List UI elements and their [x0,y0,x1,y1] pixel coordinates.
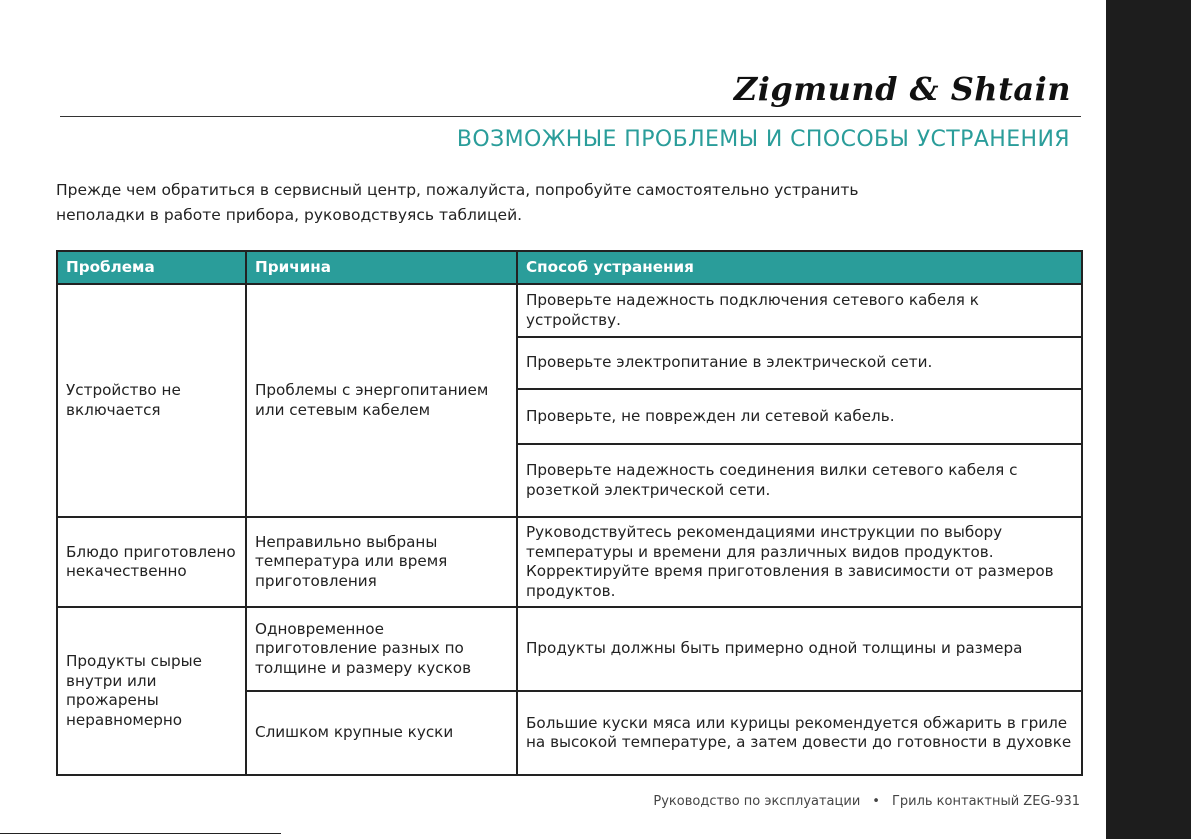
header-solution: Способ устранения [517,251,1082,284]
brand-logo: Zigmund & Shtain [733,70,1071,108]
solution-cell: Большие куски мяса или курицы рекомендуется обжарить в гриле на высокой температуре, а затем довести до готовности в духовке [517,691,1082,775]
solution-cell: Продукты должны быть примерно одной толщины и размера [517,607,1082,691]
table-row [57,284,1082,337]
problem-cell: Продукты сырые внутри или прожарены неравномерно [57,607,246,775]
cause-cell: Слишком крупные куски [246,691,517,775]
solution-cell: Проверьте надежность подключения сетевого кабеля к устройству. [517,284,1082,337]
cause-cell: Проблемы с энергопитанием или сетевым кабелем [246,284,517,517]
solution-cell: Проверьте надежность соединения вилки сетевого кабеля с розеткой электрической сети. [517,444,1082,517]
header-cause: Причина [246,251,517,284]
table-header-row [57,251,1082,284]
footer-manual-label: Руководство по эксплуатации [653,794,861,809]
side-bar [1106,0,1191,839]
footer-separator: • [872,794,880,809]
solution-cell: Проверьте электропитание в электрической сети. [517,337,1082,389]
bottom-rule [0,833,281,834]
table-row [57,607,1082,691]
cause-cell: Одновременное приготовление разных по толщине и размеру кусков [246,607,517,691]
header-divider [60,116,1081,117]
table-row [57,517,1082,607]
problem-cell: Блюдо приготовлено некачественно [57,517,246,607]
solution-cell: Руководствуйтесь рекомендациями инструкции по выбору температуры и времени для различных видов продуктов. Корректируйте время приготовления в зависимости от размеров продуктов. [517,517,1082,607]
intro-line-1: Прежде чем обратиться в сервисный центр, пожалуйста, попробуйте самостоятельно устранить [56,181,859,199]
solution-cell: Проверьте, не поврежден ли сетевой кабель. [517,389,1082,444]
troubleshooting-table [56,250,1083,776]
intro-text [56,178,956,228]
intro-line-2: неполадки в работе прибора, руководствуясь таблицей. [56,206,523,224]
problem-cell: Устройство не включается [57,284,246,517]
page-title: ВОЗМОЖНЫЕ ПРОБЛЕМЫ И СПОСОБЫ УСТРАНЕНИЯ [456,127,1070,152]
header-problem: Проблема [57,251,246,284]
page-footer [653,794,1080,809]
footer-product-label: Гриль контактный ZEG-931 [891,794,1080,809]
cause-cell: Неправильно выбраны температура или время приготовления [246,517,517,607]
